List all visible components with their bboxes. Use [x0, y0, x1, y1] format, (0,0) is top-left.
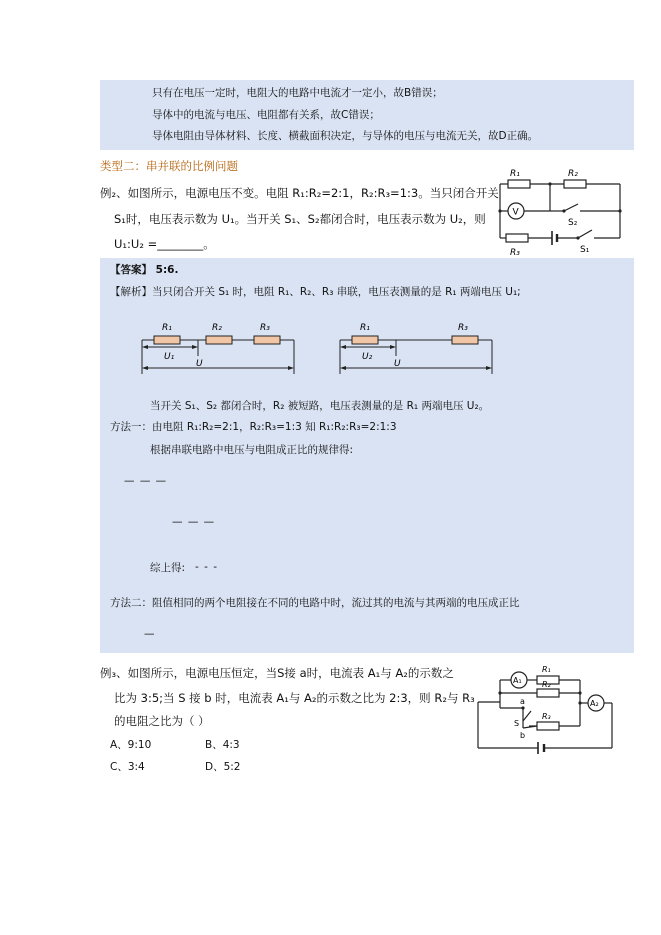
- option-a[interactable]: A、9:10: [110, 739, 152, 751]
- ex2-fig-r2: R₂: [568, 169, 578, 179]
- top-line-3: 导体电阻由导体材料、长度、横截面积决定，与导体的电压与电流无关，故D正确。: [152, 130, 539, 142]
- method2-line: 方法二：阻值相同的两个电阻接在不同的电路中时，流过其的电流与其两端的电压成正比: [110, 597, 520, 609]
- option-d[interactable]: D、5:2: [205, 761, 241, 773]
- ex2-fig-s2: S₂: [568, 218, 578, 228]
- right-r1: R₁: [360, 323, 370, 333]
- analysis-diagram-left: [140, 316, 298, 376]
- analysis-line: 【解析】当只闭合开关 S₁ 时，电阻 R₁、R₂、R₃ 串联，电压表测量的是 R₁ 两端电压 U₁;: [110, 286, 521, 298]
- ex3-fig-a2: A₂: [590, 699, 599, 708]
- top-line-2: 导体中的电流与电压、电阻都有关系，故C错误；: [152, 109, 380, 121]
- left-u: U: [196, 359, 203, 369]
- answer-line: 【答案】 5:6.: [110, 264, 179, 276]
- ex2-fig-r3: R₃: [510, 248, 520, 258]
- option-b[interactable]: B、4:3: [205, 739, 240, 751]
- ex3-fig-s: S: [514, 719, 520, 728]
- ex3-line-1: 例₃、如图所示，电源电压恒定，当S接 a时，电流表 A₁与 A₂的示数之: [100, 666, 454, 680]
- combined-label: 综上得:: [150, 562, 186, 574]
- ex3-fig-b: b: [520, 731, 526, 740]
- ex2-circuit-figure: [494, 164, 628, 260]
- ex2-line-3: U₁:U₂ =________。: [114, 237, 215, 251]
- left-r2: R₂: [212, 323, 222, 333]
- ex3-line-2: 比为 3:5;当 S 接 b 时，电流表 A₁与 A₂的示数之比为 2:3，则 R₂与 R₃: [114, 691, 475, 705]
- fraction-placeholder-3: - - -: [195, 561, 219, 573]
- ex3-line-3: 的电阻之比为（ ）: [114, 714, 210, 728]
- ex3-fig-r2: R₂: [542, 680, 551, 689]
- ex3-fig-a1: A₁: [513, 676, 522, 685]
- left-r1: R₁: [162, 323, 172, 333]
- ex3-circuit-figure: [474, 660, 624, 756]
- ex2-fig-r1: R₁: [510, 169, 520, 179]
- ex3-fig-a: a: [520, 697, 525, 706]
- analysis-line-both-closed: 当开关 S₁、S₂ 都闭合时，R₂ 被短路，电压表测量的是 R₁ 两端电压 U₂。: [150, 400, 490, 412]
- right-r3: R₃: [458, 323, 468, 333]
- ex3-fig-r3: R₃: [542, 712, 551, 721]
- fraction-placeholder-1: — — —: [124, 475, 168, 487]
- ex2-line-2: S₁时，电压表示数为 U₁。当开关 S₁、S₂都闭合时，电压表示数为 U₂，则: [114, 212, 486, 226]
- right-u: U: [394, 359, 401, 369]
- fraction-placeholder-2: — — —: [172, 516, 216, 528]
- method1-line: 方法一：由电阻 R₁:R₂=2:1，R₂:R₃=1:3 知 R₁:R₂:R₃=2:1:3: [110, 421, 397, 433]
- fraction-placeholder-4: —: [144, 628, 156, 640]
- top-line-1: 只有在电压一定时，电阻大的电路中电流才一定小，故B错误；: [152, 87, 443, 99]
- ex2-line-1: 例₂、如图所示，电源电压不变。电阻 R₁:R₂=2:1，R₂:R₃=1:3。当只闭合开关: [100, 186, 499, 200]
- rule-line: 根据串联电路中电压与电阻成正比的规律得:: [150, 444, 354, 456]
- left-u1: U₁: [164, 352, 175, 362]
- analysis-diagram-right: [338, 316, 496, 376]
- type2-heading: 类型二：串并联的比例问题: [100, 159, 238, 173]
- ex2-fig-s1: S₁: [580, 245, 590, 255]
- ex3-fig-r1: R₁: [542, 665, 551, 674]
- option-c[interactable]: C、3:4: [110, 761, 145, 773]
- left-r3: R₃: [260, 323, 270, 333]
- right-u2: U₂: [362, 352, 373, 362]
- ex2-fig-v: V: [512, 207, 519, 218]
